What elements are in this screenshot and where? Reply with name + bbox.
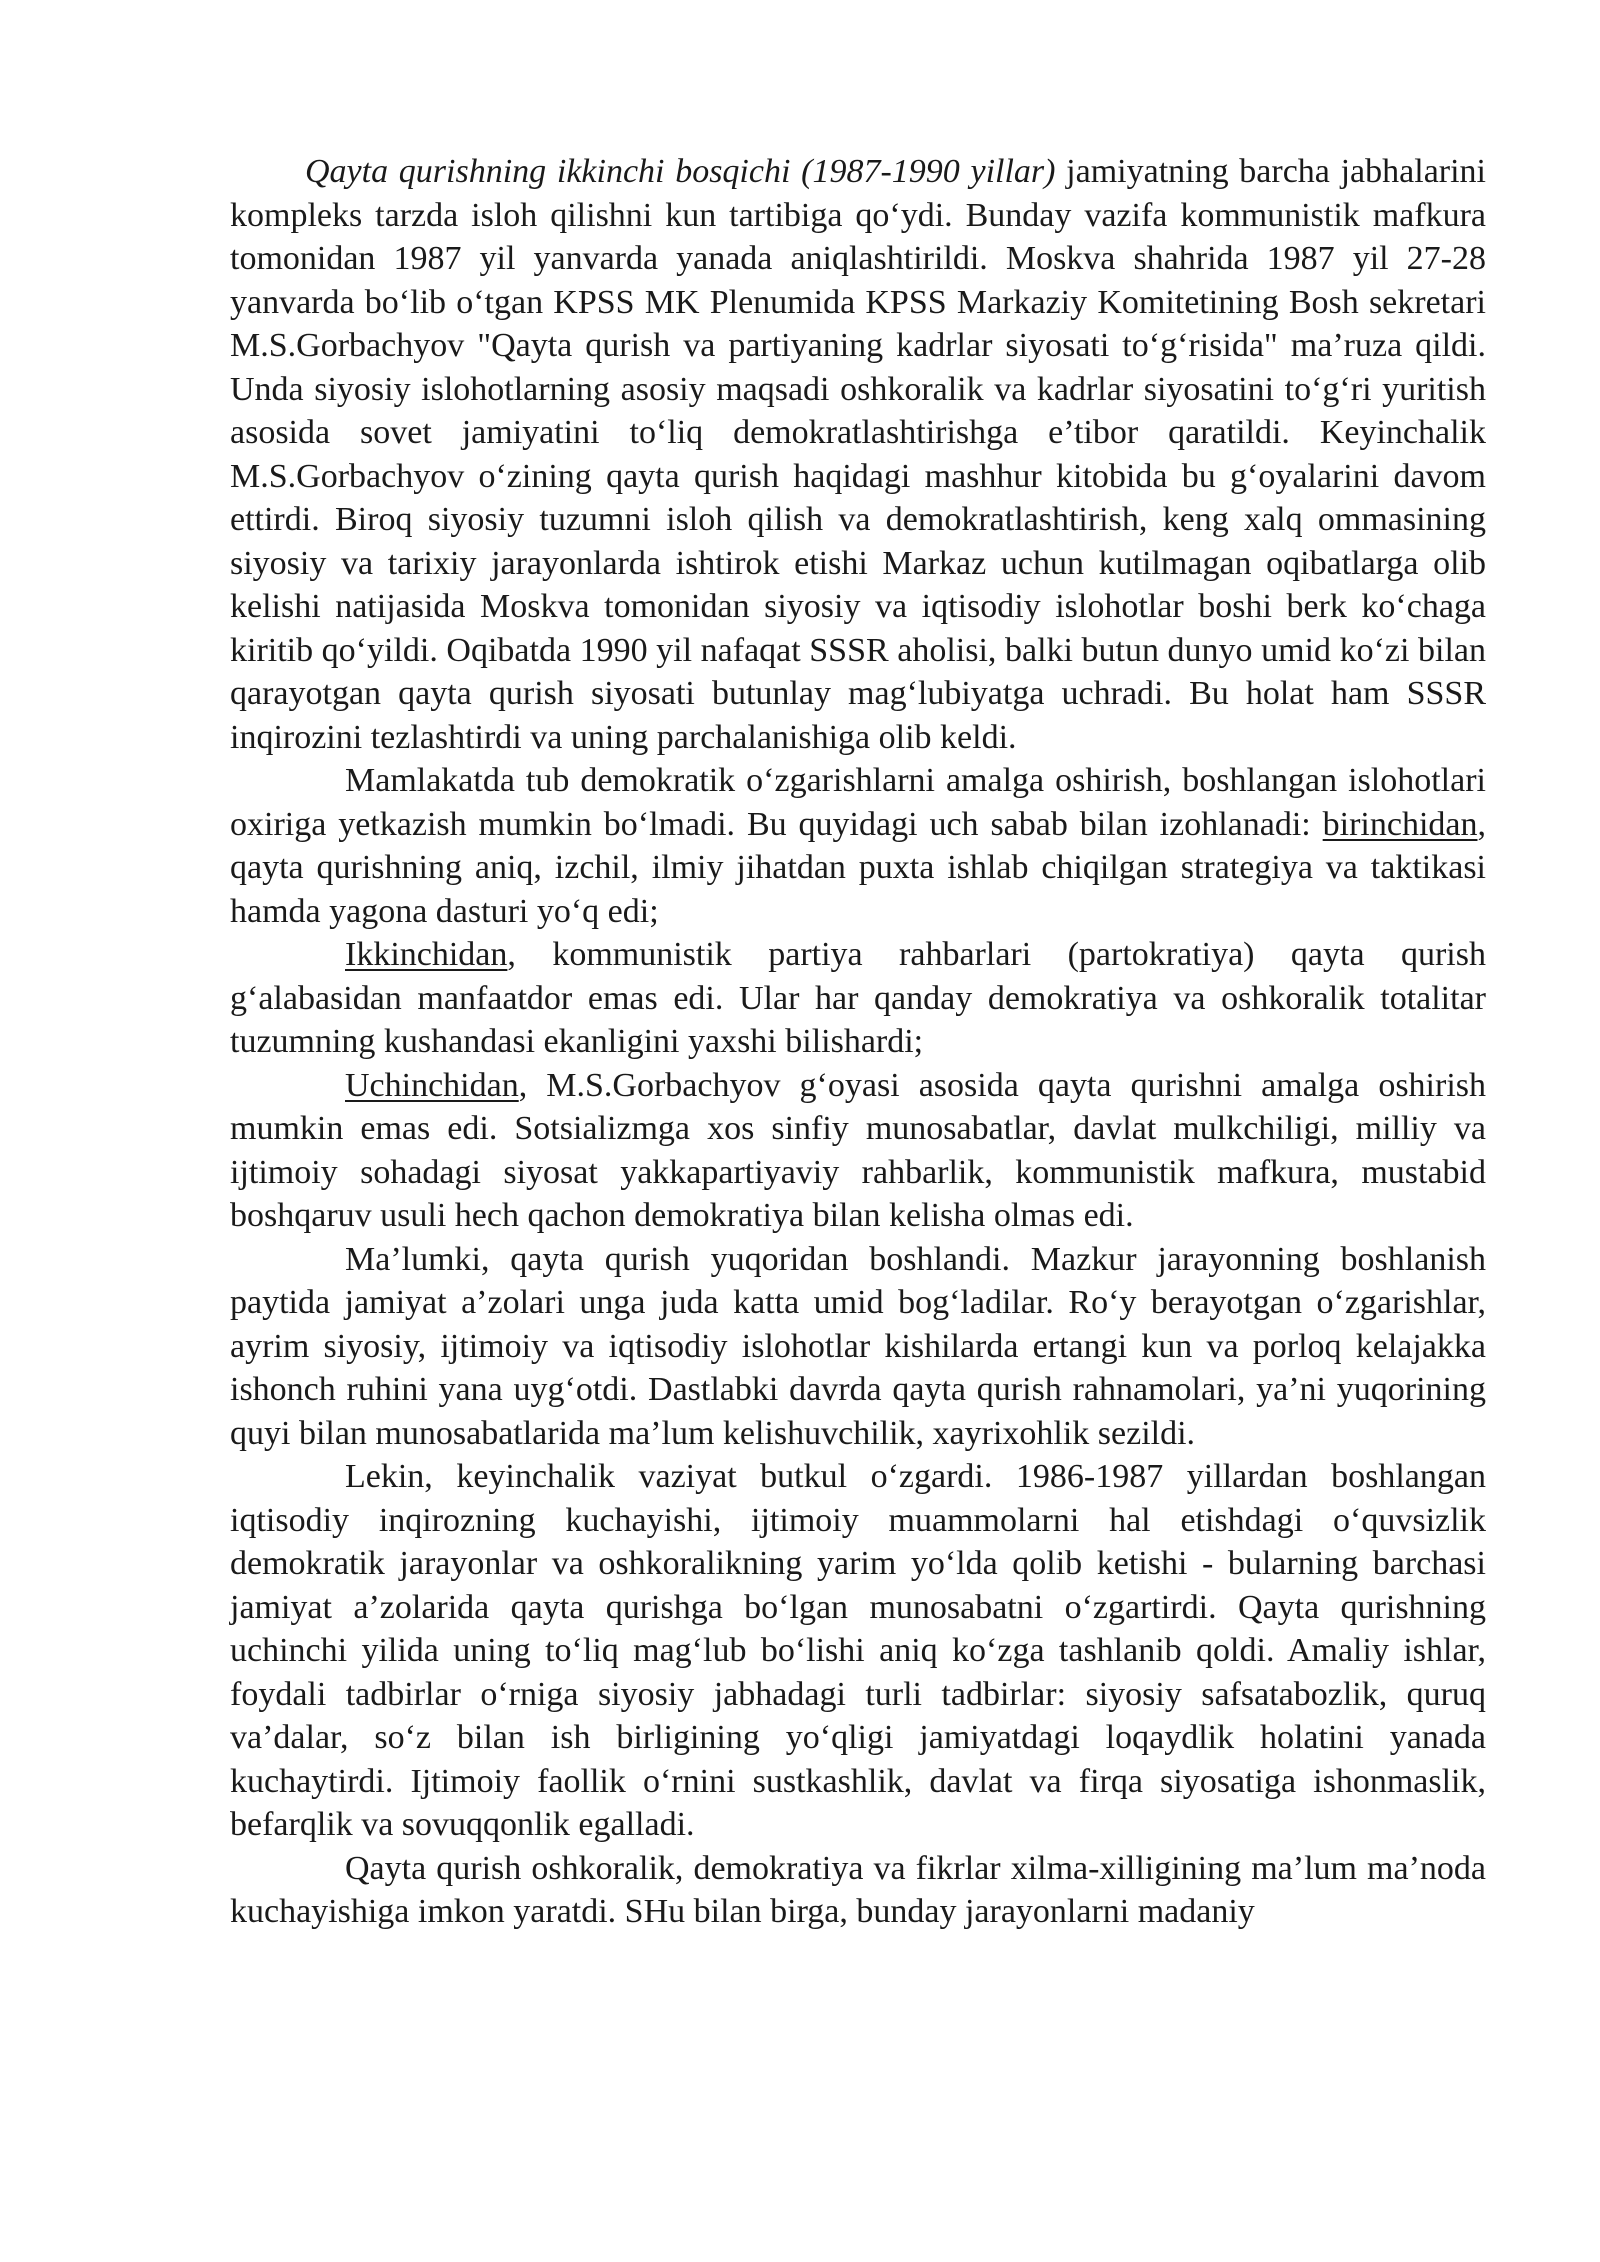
paragraph-2-text-after: , qayta qurishning aniq, izchil, ilmiy jihatdan puxta ishlab chiqilgan strategiya va taktikasi hamda yagona dasturi yo‘q edi; — [230, 805, 1486, 930]
document-page — [230, 150, 1486, 1934]
paragraph-3-underlined-term: Ikkinchidan — [345, 936, 508, 973]
paragraph-1 — [230, 150, 1486, 759]
paragraph-4-text: , M.S.Gorbachyov g‘oyasi asosida qayta qurishni amalga oshirish mumkin emas edi. Sotsializmga xos sinfiy munosabatlar, davlat mulkchiligi, milliy va ijtimoiy sohadagi siyosat yakkapartiyaviy rahbarlik, kommunistik mafkura, mustabid boshqaruv usuli hech qachon demokratiya bilan kelisha olmas edi. — [230, 1066, 1486, 1234]
paragraph-2 — [230, 759, 1486, 933]
paragraph-2-text-before: Mamlakatda tub demokratik o‘zgarishlarni amalga oshirish, boshlangan islohotlari oxiriga yetkazish mumkin bo‘lmadi. Bu quyidagi uch sabab bilan izohlanadi: — [230, 762, 1486, 843]
paragraph-4-underlined-term: Uchinchidan — [345, 1066, 519, 1104]
paragraph-7-text: Qayta qurish oshkoralik, demokratiya va fikrlar xilma-xilligining ma’lum ma’noda kuchayishiga imkon yaratdi. SHu bilan birga, bunday jarayonlarni madaniy — [230, 1849, 1486, 1930]
paragraph-5-text: Ma’lumki, qayta qurish yuqoridan boshlandi. Mazkur jarayonning boshlanish paytida jamiyat a’zolari unga juda katta umid bog‘ladilar. Ro‘y berayotgan o‘zgarishlar, ayrim siyosiy, ijtimoiy va iqtisodiy islohotlar kishilarda ertangi kun va porloq kelajakka ishonch ruhini yana uyg‘otdi. Dastlabki davrda qayta qurish rahnamolari, ya’ni yuqorining quyi bilan munosabatlarida ma’lum kelishuvchilik, xayrixohlik sezildi. — [230, 1240, 1486, 1452]
paragraph-1-italic-lead: Qayta qurishning ikkinchi bosqichi (1987-1990 yillar) — [305, 153, 1056, 190]
paragraph-4 — [230, 1064, 1486, 1238]
paragraph-3-text: , kommunistik partiya rahbarlari (partokratiya) qayta qurish g‘alabasidan manfaatdor emas edi. Ular har qanday demokratiya va oshkoralik totalitar tuzumning kushandasi ekanligini yaxshi bilishardi; — [230, 936, 1486, 1060]
paragraph-7 — [230, 1847, 1486, 1934]
paragraph-3 — [230, 933, 1486, 1064]
paragraph-6 — [230, 1455, 1486, 1847]
paragraph-6-text: Lekin, keyinchalik vaziyat butkul o‘zgardi. 1986-1987 yillardan boshlangan iqtisodiy inqirozning kuchayishi, ijtimoiy muammolarni hal etishdagi o‘quvsizlik demokratik jarayonlar va oshkoralikning yarim yo‘lda qolib ketishi - bularning barchasi jamiyat a’zolarida qayta qurishga bo‘lgan munosabatni o‘zgartirdi. Qayta qurishning uchinchi yilida uning to‘liq mag‘lub bo‘lishi aniq ko‘zga tashlanib qoldi. Amaliy ishlar, foydali tadbirlar o‘rniga siyosiy jabhadagi turli tadbirlar: siyosiy safsatabozlik, quruq va’dalar, so‘z bilan ish birligining yo‘qligi jamiyatdagi loqaydlik holatini yanada kuchaytirdi. Ijtimoiy faollik o‘rnini sustkashlik, davlat va firqa siyosatiga ishonmaslik, befarqlik va sovuqqonlik egalladi. — [230, 1458, 1486, 1843]
paragraph-1-text: jamiyatning barcha jabhalarini kompleks tarzda isloh qilishni kun tartibiga qo‘ydi. Bunday vazifa kommunistik mafkura tomonidan 1987 yil yanvarda yanada aniqlashtirildi. Moskva shahrida 1987 yil 27-28 yanvarda bo‘lib o‘tgan KPSS MK Plenumida KPSS Markaziy Komitetining Bosh sekretari M.S.Gorbachyov "Qayta qurish va partiyaning kadrlar siyosati to‘g‘risida" ma’ruza qildi. Unda siyosiy islohotlarning asosiy maqsadi oshkoralik va kadrlar siyosatini to‘g‘ri yuritish asosida sovet jamiyatini to‘liq demokratlashtirishga e’tibor qaratildi. Keyinchalik M.S.Gorbachyov o‘zining qayta qurish haqidagi mashhur kitobida bu g‘oyalarini davom ettirdi. Biroq siyosiy tuzumni isloh qilish va demokratlashtirish, keng xalq ommasining siyosiy va tarixiy jarayonlarda ishtirok etishi Markaz uchun kutilmagan oqibatlarga olib kelishi natijasida Moskva tomonidan siyosiy va iqtisodiy islohotlar boshi berk ko‘chaga kiritib qo‘yildi. Oqibatda 1990 yil nafaqat SSSR aholisi, balki butun dunyo umid ko‘zi bilan qarayotgan qayta qurish siyosati butunlay mag‘lubiyatga uchradi. Bu holat ham SSSR inqirozini tezlashtirdi va uning parchalanishiga olib keldi. — [230, 153, 1486, 756]
paragraph-5 — [230, 1238, 1486, 1456]
paragraph-2-underlined-term: birinchidan — [1322, 805, 1478, 843]
